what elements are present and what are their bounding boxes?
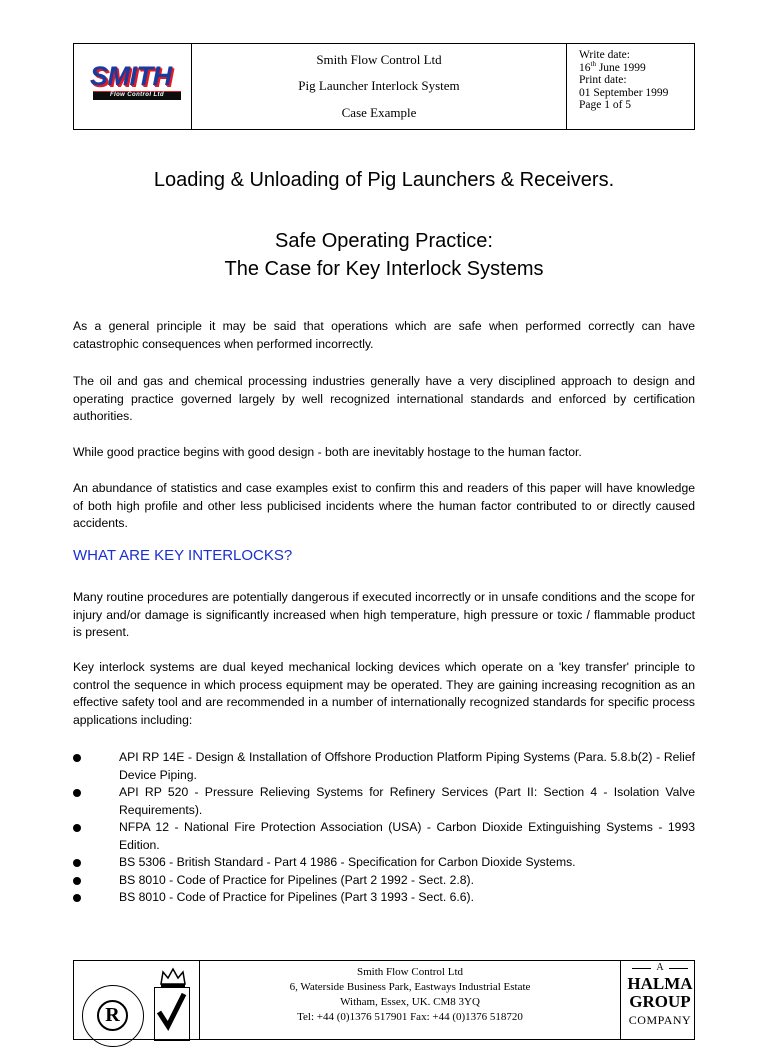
smith-logo [74,44,191,129]
halma-logo-a: A [632,963,688,973]
section-heading: WHAT ARE KEY INTERLOCKS? [73,547,293,564]
list-item: BS 5306 - British Standard - Part 4 1986 - Specification for Carbon Dioxide Systems. [73,854,695,872]
document-subtitle: The Case for Key Interlock Systems [224,258,544,280]
paragraph: As a general principle it may be said that operations which are safe when performed correctly can have catastrophic consequences when performed incorrectly. [73,319,695,351]
halma-logo-company: COMPANY [628,1013,692,1027]
logo-subtext: Flow Control Ltd [93,91,181,100]
paragraph: While good practice begins with good design - both are inevitably hostage to the human factor. [73,445,582,459]
list-item: NFPA 12 - National Fire Protection Association (USA) - Carbon Dioxide Extinguishing Systems - 1993 Edition. [73,819,695,854]
footer-contact: Tel: +44 (0)1376 517901 Fax: +44 (0)1376 518720 [297,1011,523,1023]
quality-seal-icon [82,985,144,1047]
list-item: BS 8010 - Code of Practice for Pipelines (Part 3 1993 - Sect. 6.6). [73,889,695,907]
list-item: API RP 520 - Pressure Relieving Systems for Refinery Services (Part II: Section 4 - Isolation Valve Requirements). [73,784,695,819]
header-divider [566,44,567,129]
print-date-label: Print date: [579,74,627,87]
footer-address: Witham, Essex, UK. CM8 3YQ [340,996,480,1008]
header-system: Pig Launcher Interlock System [298,78,460,93]
write-date: 16th June 1999 [579,59,646,74]
document-footer [73,960,695,1040]
list-item: API RP 14E - Design & Installation of Offshore Production Platform Piping Systems (Para. 5.8.b(2) - Relief Device Piping. [73,749,695,784]
paragraph: Many routine procedures are potentially dangerous if executed incorrectly or in unsafe conditions and the scope for injury and/or damage is significantly increased when high temperature, high pressure or toxic / flammable product is present. [73,590,695,639]
logo-wordmark: SMITH [90,61,172,91]
paragraph: An abundance of statistics and case examples exist to confirm this and readers of this paper will have knowledge of both high profile and other less publicised incidents where the human factor contributed to or directly caused accidents. [73,481,695,530]
bullet-icon [73,754,81,762]
print-date: 01 September 1999 [579,86,669,99]
bullet-icon [73,824,81,832]
registered-mark: R [97,1000,128,1031]
paragraph: Key interlock systems are dual keyed mechanical locking devices which operate on a 'key transfer' principle to control the sequence in which process equipment may be operated. They are gaining increasing recognition as an effective safety tool and are recommended in a number of internationally recognized standards for specific process applications including: [73,660,695,727]
bullet-icon [73,789,81,797]
footer-company: Smith Flow Control Ltd [356,966,464,978]
document-title: Loading & Unloading of Pig Launchers & Receivers. [153,169,615,191]
header-company: Smith Flow Control Ltd [316,52,442,67]
bullet-icon [73,877,81,885]
accreditation-mark-icon [154,987,190,1041]
header-dates [579,49,694,112]
header-doc-type: Case Example [341,105,417,120]
standards-list [73,749,695,907]
document-subtitle: Safe Operating Practice: [275,230,493,252]
checkmark-icon [155,988,188,1039]
crown-icon [158,966,188,988]
list-item: BS 8010 - Code of Practice for Pipelines (Part 2 1992 - Sect. 2.8). [73,872,695,890]
footer-divider [620,961,621,1039]
document-header [73,43,695,130]
bullet-icon [73,894,81,902]
paragraph: The oil and gas and chemical processing industries generally have a very disciplined approach to design and operating practice governed largely by well recognized international standards and enforced by certification authorities. [73,374,695,423]
page-number: Page 1 of 5 [579,99,632,112]
bullet-icon [73,859,81,867]
halma-logo-text: HALMA [627,974,693,993]
halma-logo-text: GROUP [629,992,691,1011]
write-date-label: Write date: [579,49,630,61]
footer-address: 6, Waterside Business Park, Eastways Industrial Estate [289,981,531,993]
